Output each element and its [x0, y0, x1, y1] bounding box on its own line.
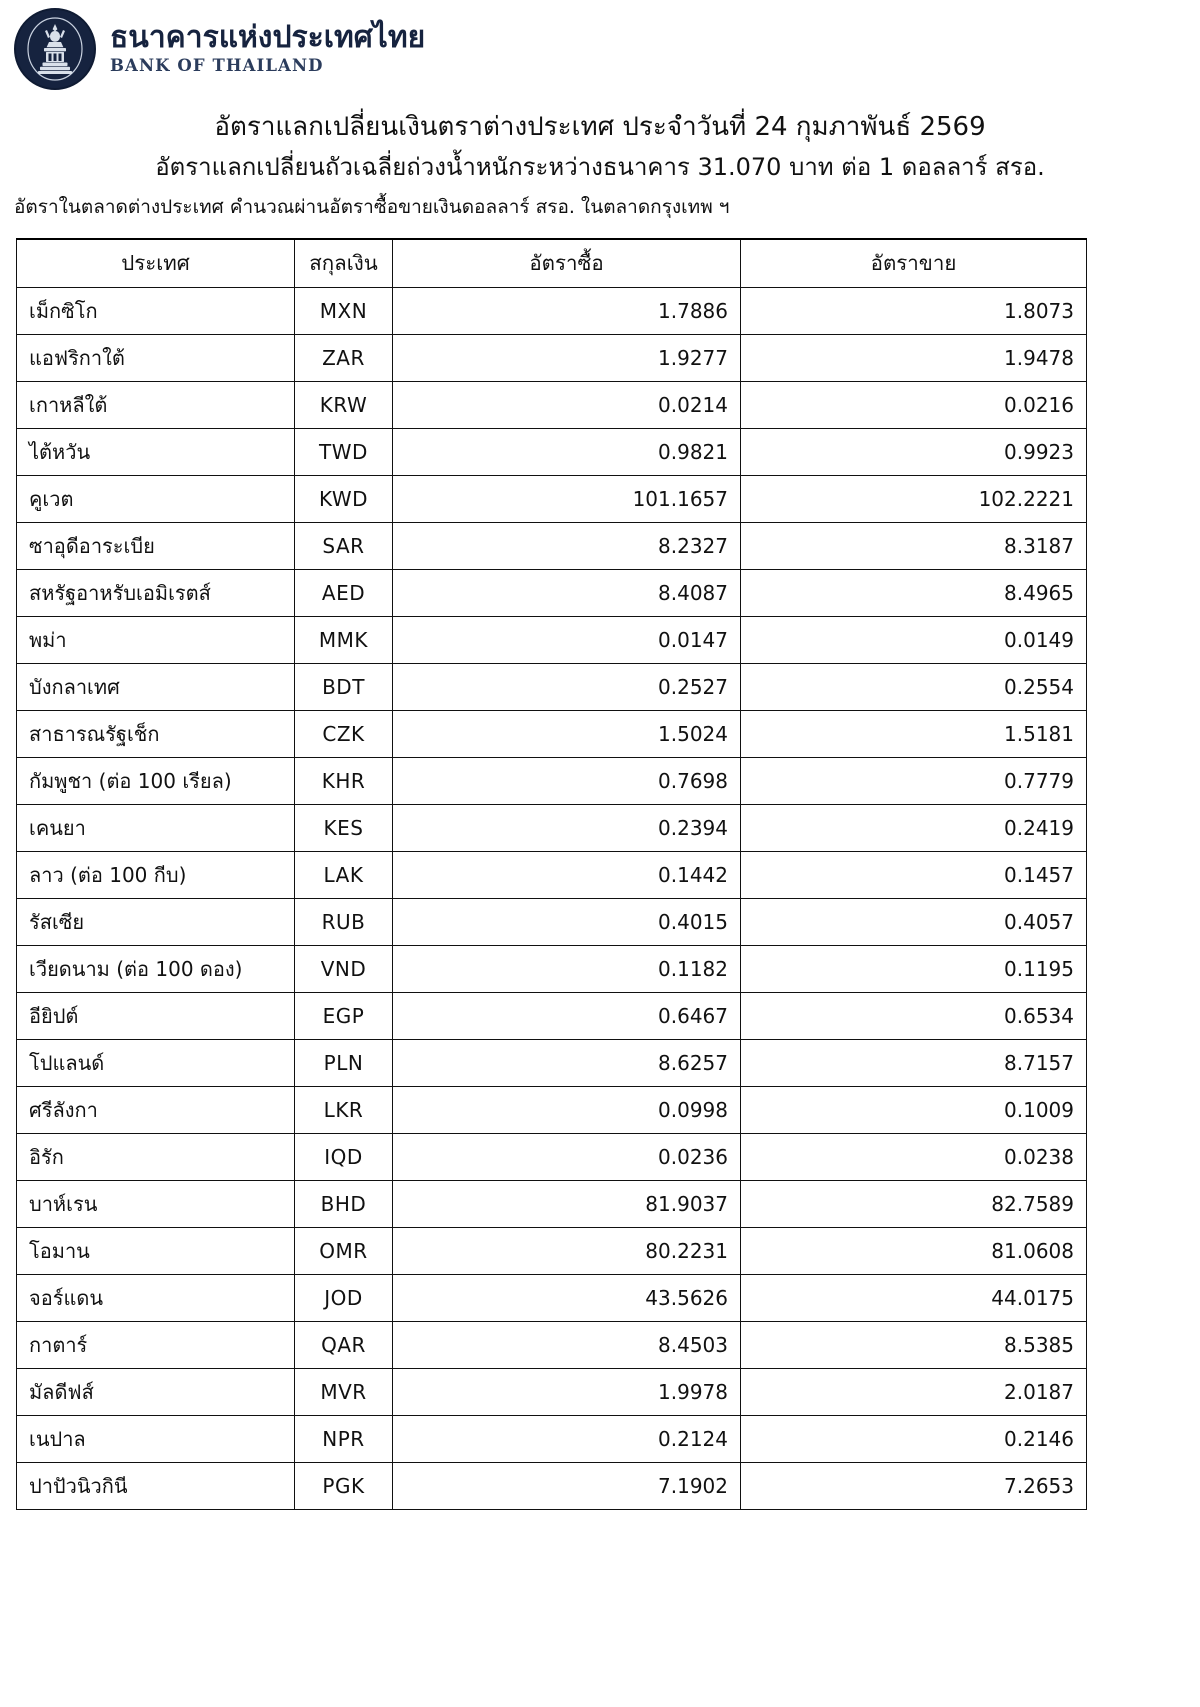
cell-currency-code: PLN	[295, 1039, 393, 1086]
cell-country: สาธารณรัฐเช็ก	[17, 710, 295, 757]
cell-sell-rate: 8.5385	[741, 1321, 1087, 1368]
cell-currency-code: MMK	[295, 616, 393, 663]
cell-country: เวียดนาม (ต่อ 100 ดอง)	[17, 945, 295, 992]
cell-buy-rate: 0.2527	[393, 663, 741, 710]
exchange-rate-table	[16, 238, 1087, 1510]
table-row	[17, 851, 1087, 898]
cell-country: อียิปต์	[17, 992, 295, 1039]
cell-buy-rate: 8.4087	[393, 569, 741, 616]
cell-sell-rate: 44.0175	[741, 1274, 1087, 1321]
cell-buy-rate: 8.2327	[393, 522, 741, 569]
cell-sell-rate: 2.0187	[741, 1368, 1087, 1415]
table-row	[17, 1133, 1087, 1180]
column-header-buy-rate: อัตราซื้อ	[393, 239, 741, 287]
cell-country: สหรัฐอาหรับเอมิเรตส์	[17, 569, 295, 616]
cell-buy-rate: 0.2394	[393, 804, 741, 851]
column-header-country: ประเทศ	[17, 239, 295, 287]
table-row	[17, 616, 1087, 663]
cell-country: เนปาล	[17, 1415, 295, 1462]
cell-country: เม็กซิโก	[17, 287, 295, 334]
reference-rate-line: อัตราแลกเปลี่ยนถัวเฉลี่ยถ่วงน้ำหนักระหว่างธนาคาร 31.070 บาท ต่อ 1 ดอลลาร์ สรอ.	[155, 153, 1045, 182]
cell-buy-rate: 0.0214	[393, 381, 741, 428]
table-row	[17, 1321, 1087, 1368]
cell-buy-rate: 8.6257	[393, 1039, 741, 1086]
cell-buy-rate: 0.7698	[393, 757, 741, 804]
cell-sell-rate: 0.1457	[741, 851, 1087, 898]
table-row	[17, 663, 1087, 710]
table-row	[17, 381, 1087, 428]
cell-country: คูเวต	[17, 475, 295, 522]
table-header-row	[17, 239, 1087, 287]
table-row	[17, 569, 1087, 616]
cell-currency-code: MXN	[295, 287, 393, 334]
cell-currency-code: ZAR	[295, 334, 393, 381]
cell-country: ศรีลังกา	[17, 1086, 295, 1133]
cell-country: อิรัก	[17, 1133, 295, 1180]
cell-sell-rate: 0.2419	[741, 804, 1087, 851]
cell-buy-rate: 1.9978	[393, 1368, 741, 1415]
cell-country: จอร์แดน	[17, 1274, 295, 1321]
cell-currency-code: KHR	[295, 757, 393, 804]
cell-country: โปแลนด์	[17, 1039, 295, 1086]
wordmark	[110, 20, 426, 76]
cell-sell-rate: 0.4057	[741, 898, 1087, 945]
cell-sell-rate: 81.0608	[741, 1227, 1087, 1274]
table-row	[17, 757, 1087, 804]
cell-sell-rate: 0.2554	[741, 663, 1087, 710]
table-body	[17, 287, 1087, 1509]
cell-sell-rate: 8.7157	[741, 1039, 1087, 1086]
cell-currency-code: NPR	[295, 1415, 393, 1462]
cell-country: รัสเซีย	[17, 898, 295, 945]
cell-country: โอมาน	[17, 1227, 295, 1274]
cell-sell-rate: 82.7589	[741, 1180, 1087, 1227]
cell-buy-rate: 1.7886	[393, 287, 741, 334]
cell-currency-code: SAR	[295, 522, 393, 569]
cell-currency-code: VND	[295, 945, 393, 992]
cell-currency-code: KWD	[295, 475, 393, 522]
cell-country: มัลดีฟส์	[17, 1368, 295, 1415]
cell-sell-rate: 0.1009	[741, 1086, 1087, 1133]
cell-country: บาห์เรน	[17, 1180, 295, 1227]
cell-currency-code: LKR	[295, 1086, 393, 1133]
cell-currency-code: BDT	[295, 663, 393, 710]
exchange-rate-table-wrapper	[0, 222, 1200, 1530]
table-row	[17, 804, 1087, 851]
cell-buy-rate: 0.0998	[393, 1086, 741, 1133]
table-row	[17, 1180, 1087, 1227]
cell-buy-rate: 0.2124	[393, 1415, 741, 1462]
cell-buy-rate: 0.0147	[393, 616, 741, 663]
cell-buy-rate: 0.4015	[393, 898, 741, 945]
table-row	[17, 1039, 1087, 1086]
cell-buy-rate: 0.6467	[393, 992, 741, 1039]
table-row	[17, 522, 1087, 569]
table-row	[17, 334, 1087, 381]
cell-buy-rate: 80.2231	[393, 1227, 741, 1274]
cell-sell-rate: 0.7779	[741, 757, 1087, 804]
cell-buy-rate: 7.1902	[393, 1462, 741, 1509]
cell-currency-code: PGK	[295, 1462, 393, 1509]
cell-country: ลาว (ต่อ 100 กีบ)	[17, 851, 295, 898]
cell-currency-code: TWD	[295, 428, 393, 475]
table-row	[17, 710, 1087, 757]
cell-sell-rate: 0.0238	[741, 1133, 1087, 1180]
cell-currency-code: QAR	[295, 1321, 393, 1368]
cell-sell-rate: 1.5181	[741, 710, 1087, 757]
table-row	[17, 1086, 1087, 1133]
cell-sell-rate: 0.2146	[741, 1415, 1087, 1462]
cell-country: ไต้หวัน	[17, 428, 295, 475]
table-row	[17, 428, 1087, 475]
cell-country: กัมพูชา (ต่อ 100 เรียล)	[17, 757, 295, 804]
table-row	[17, 1368, 1087, 1415]
cell-currency-code: RUB	[295, 898, 393, 945]
cell-country: เคนยา	[17, 804, 295, 851]
table-row	[17, 1274, 1087, 1321]
cell-currency-code: OMR	[295, 1227, 393, 1274]
page-title: อัตราแลกเปลี่ยนเงินตราต่างประเทศ ประจำวันที่ 24 กุมภาพันธ์ 2569	[214, 112, 986, 142]
masthead	[0, 0, 1200, 92]
cell-country: พม่า	[17, 616, 295, 663]
column-header-currency: สกุลเงิน	[295, 239, 393, 287]
table-row	[17, 287, 1087, 334]
cell-sell-rate: 7.2653	[741, 1462, 1087, 1509]
title-block	[0, 92, 1200, 222]
cell-sell-rate: 0.1195	[741, 945, 1087, 992]
cell-sell-rate: 8.3187	[741, 522, 1087, 569]
cell-buy-rate: 8.4503	[393, 1321, 741, 1368]
cell-sell-rate: 0.0216	[741, 381, 1087, 428]
table-header	[17, 239, 1087, 287]
table-row	[17, 898, 1087, 945]
table-row	[17, 945, 1087, 992]
cell-buy-rate: 0.9821	[393, 428, 741, 475]
cell-country: แอฟริกาใต้	[17, 334, 295, 381]
cell-sell-rate: 1.9478	[741, 334, 1087, 381]
cell-currency-code: KRW	[295, 381, 393, 428]
table-row	[17, 1415, 1087, 1462]
bank-name-thai: ธนาคารแห่งประเทศไทย	[110, 20, 426, 56]
cell-currency-code: KES	[295, 804, 393, 851]
table-row	[17, 475, 1087, 522]
cell-country: เกาหลีใต้	[17, 381, 295, 428]
cell-buy-rate: 43.5626	[393, 1274, 741, 1321]
cell-buy-rate: 81.9037	[393, 1180, 741, 1227]
cell-sell-rate: 8.4965	[741, 569, 1087, 616]
cell-sell-rate: 0.0149	[741, 616, 1087, 663]
cell-sell-rate: 0.6534	[741, 992, 1087, 1039]
cell-currency-code: EGP	[295, 992, 393, 1039]
cell-country: ซาอุดีอาระเบีย	[17, 522, 295, 569]
market-note-line: อัตราในตลาดต่างประเทศ คำนวณผ่านอัตราซื้อขายเงินดอลลาร์ สรอ. ในตลาดกรุงเทพ ฯ	[14, 196, 730, 219]
cell-buy-rate: 0.0236	[393, 1133, 741, 1180]
cell-currency-code: JOD	[295, 1274, 393, 1321]
cell-currency-code: AED	[295, 569, 393, 616]
cell-country: บังกลาเทศ	[17, 663, 295, 710]
table-row	[17, 1227, 1087, 1274]
cell-country: ปาปัวนิวกินี	[17, 1462, 295, 1509]
cell-currency-code: CZK	[295, 710, 393, 757]
cell-sell-rate: 0.9923	[741, 428, 1087, 475]
cell-buy-rate: 1.9277	[393, 334, 741, 381]
cell-buy-rate: 0.1182	[393, 945, 741, 992]
cell-currency-code: LAK	[295, 851, 393, 898]
column-header-sell-rate: อัตราขาย	[741, 239, 1087, 287]
table-row	[17, 1462, 1087, 1509]
cell-buy-rate: 0.1442	[393, 851, 741, 898]
table-row	[17, 992, 1087, 1039]
cell-buy-rate: 101.1657	[393, 475, 741, 522]
cell-country: กาตาร์	[17, 1321, 295, 1368]
cell-currency-code: MVR	[295, 1368, 393, 1415]
bank-of-thailand-seal-icon	[14, 8, 96, 90]
cell-buy-rate: 1.5024	[393, 710, 741, 757]
cell-sell-rate: 102.2221	[741, 475, 1087, 522]
cell-currency-code: IQD	[295, 1133, 393, 1180]
cell-currency-code: BHD	[295, 1180, 393, 1227]
bank-name-english: BANK OF THAILAND	[110, 56, 324, 76]
cell-sell-rate: 1.8073	[741, 287, 1087, 334]
